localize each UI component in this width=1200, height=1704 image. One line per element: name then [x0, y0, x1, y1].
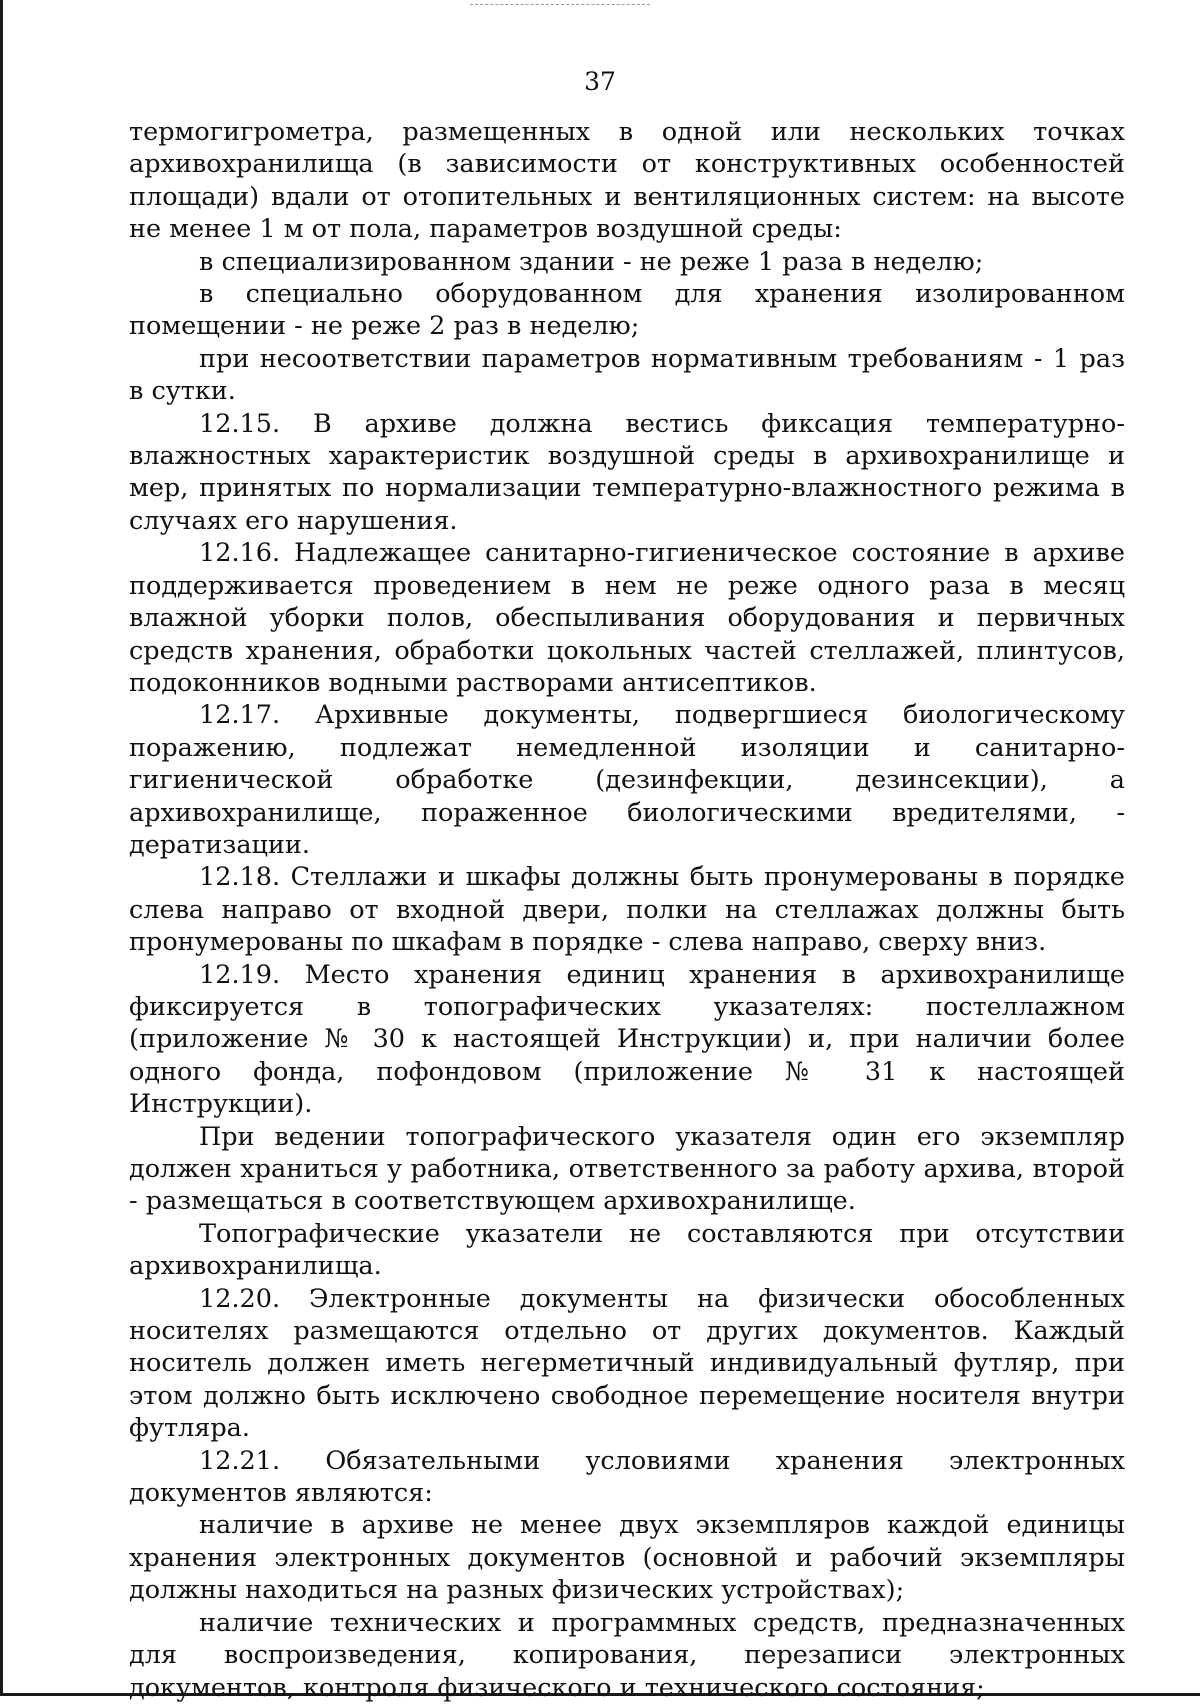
paragraph: в специально оборудованном для хранения изолированном помещении - не реже 2 раз в неделю; — [129, 279, 1125, 342]
paragraph: наличие технических и программных средств, предназначенных для воспроизведения, копирования, перезаписи электронных документов, контроля физического и технического состояния; — [129, 1607, 1125, 1703]
scan-border-left — [0, 0, 3, 1696]
paragraph: 12.20. Электронные документы на физически обособленных носителях размещаются отдельно от других документов. Каждый носитель должен иметь негерметичный индивидуальный футляр, при этом должно быть исключено свободное перемещение носителя внутри футляра. — [129, 1283, 1125, 1444]
paragraph: при несоответствии параметров нормативным требованиям - 1 раз в сутки. — [129, 343, 1125, 407]
paragraph: Топографические указатели не составляются при отсутствии архивохранилища. — [129, 1218, 1125, 1282]
paragraph: 12.19. Место хранения единиц хранения в архивохранилище фиксируется в топографических указателях: постеллажном (приложение № 30 к настоящей Инструкции) и, при наличии более одного фонда, пофондовом (приложение № 31 к настоящей Инструкции). — [129, 959, 1125, 1120]
document-body — [129, 116, 1125, 1704]
paragraph: термогигрометра, размещенных в одной или нескольких точках архивохранилища (в зависимости от конструктивных особенностей площади) вдали от отопительных и вентиляционных систем: на высоте не менее 1 м от пола, параметров воздушной среды: — [129, 117, 1125, 245]
paragraph: 12.18. Стеллажи и шкафы должны быть пронумерованы в порядке слева направо от входной двери, полки на стеллажах должны быть пронумерованы по шкафам в порядке - слева направо, сверху вниз. — [129, 862, 1125, 958]
page-number: 37 — [584, 67, 616, 96]
paragraph: 12.15. В архиве должна вестись фиксация температурно-влажностных характеристик воздушной среды в архивохранилище и мер, принятых по нормализации температурно-влажностного режима в случаях его нарушения. — [129, 408, 1125, 536]
paragraph: 12.16. Надлежащее санитарно-гигиеническое состояние в архиве поддерживается проведением в нем не реже одного раза в месяц влажной уборки полов, обеспыливания оборудования и первичных средств хранения, обработки цокольных частей стеллажей, плинтусов, подоконников водными растворами антисептиков. — [129, 538, 1125, 698]
paragraph: При ведении топографического указателя один его экземпляр должен храниться у работника, ответственного за работу архива, второй - размещаться в соответствующем архивохранилище. — [129, 1121, 1125, 1217]
paragraph: 12.17. Архивные документы, подвергшиеся биологическому поражению, подлежат немедленной изоляции и санитарно-гигиенической обработке (дезинфекции, дезинсекции), а архивохранилище, пораженное биологическими вредителями, - дератизации. — [129, 700, 1125, 860]
paragraph: в специализированном здании - не реже 1 раза в неделю; — [199, 246, 984, 277]
paragraph: наличие в архиве не менее двух экземпляров каждой единицы хранения электронных документов (основной и рабочий экземпляры должны находиться на разных физических устройствах); — [129, 1510, 1125, 1606]
paragraph: 12.21. Обязательными условиями хранения электронных документов являются: — [129, 1445, 1125, 1509]
scan-top-mark — [470, 0, 650, 5]
